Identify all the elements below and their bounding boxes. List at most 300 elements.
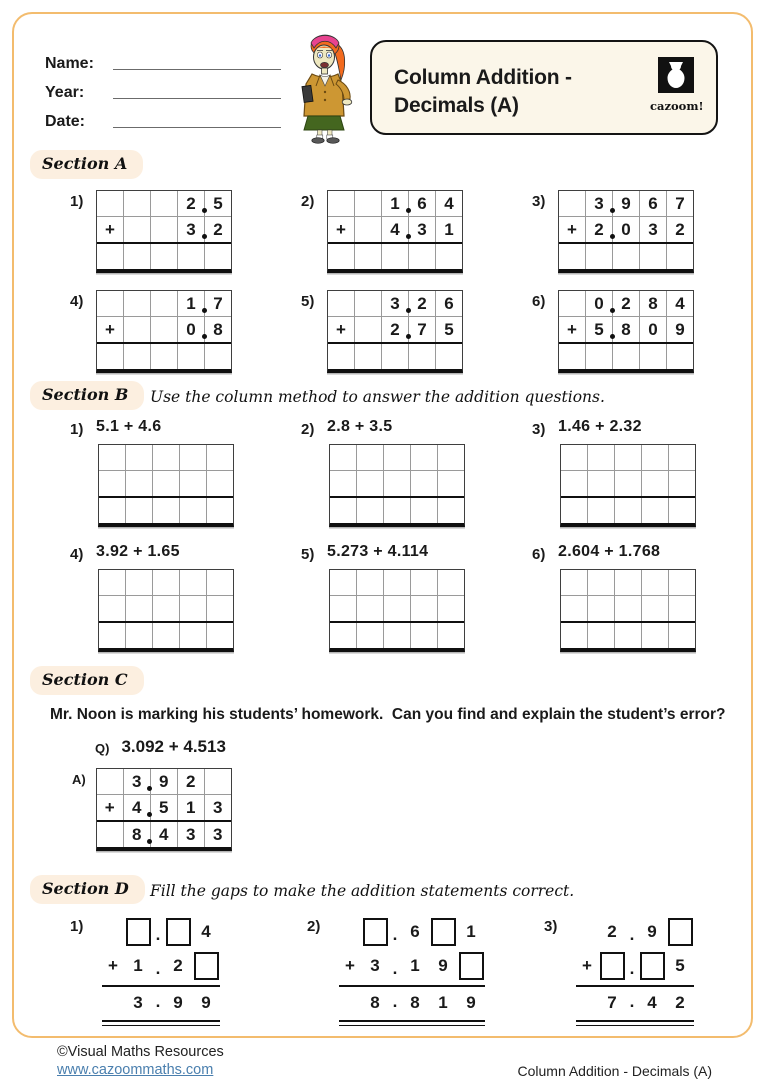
digit-cell: 3 bbox=[381, 291, 408, 316]
digit-cell: 1 bbox=[177, 291, 204, 316]
empty-cell bbox=[125, 498, 152, 523]
answer-label: A) bbox=[72, 772, 86, 787]
section-b-instruction: Use the column method to answer the addition questions. bbox=[150, 388, 605, 406]
empty-cell bbox=[641, 445, 668, 470]
problem-number: 2) bbox=[301, 421, 315, 438]
decimal-point: . bbox=[629, 992, 635, 1011]
digit-cell: 8 bbox=[639, 291, 666, 316]
addend-row bbox=[330, 570, 464, 595]
addend-row bbox=[328, 216, 462, 242]
addend-row bbox=[99, 470, 233, 496]
addend-row bbox=[559, 216, 693, 242]
digit-cell: 5 bbox=[585, 317, 612, 342]
digit: 3 bbox=[133, 993, 143, 1012]
digit-cell: 2 bbox=[177, 769, 204, 794]
empty-cell bbox=[561, 596, 587, 621]
decimal-point bbox=[610, 234, 615, 239]
empty-cell bbox=[559, 291, 585, 316]
digit-cell: 5 bbox=[204, 191, 231, 216]
empty-cell bbox=[179, 445, 206, 470]
empty-cell bbox=[330, 498, 356, 523]
answer-row bbox=[97, 342, 231, 369]
plus-sign: + bbox=[582, 956, 592, 975]
empty-cell bbox=[123, 217, 150, 242]
empty-cell bbox=[614, 498, 641, 523]
website-link[interactable]: www.cazoommaths.com bbox=[57, 1062, 214, 1078]
digit: 2 bbox=[675, 993, 685, 1012]
box-slot bbox=[666, 915, 694, 949]
digit-cell: 8 bbox=[612, 317, 639, 342]
empty-cell bbox=[614, 445, 641, 470]
decimal-point bbox=[406, 334, 411, 339]
addend-row bbox=[559, 191, 693, 216]
section-d-instruction: Fill the gaps to make the addition statements correct. bbox=[150, 882, 575, 900]
digit-cell: 7 bbox=[666, 191, 693, 216]
digit-cell: 3 bbox=[408, 217, 435, 242]
empty-cell bbox=[437, 471, 464, 496]
empty-cell bbox=[587, 623, 614, 648]
problem-heading bbox=[532, 418, 763, 440]
empty-cell bbox=[437, 596, 464, 621]
decimal-point: . bbox=[392, 992, 398, 1011]
addend-row bbox=[97, 291, 231, 316]
digit: 1 bbox=[438, 993, 448, 1012]
digit: 1 bbox=[410, 956, 420, 975]
empty-cell bbox=[204, 244, 231, 269]
problem-number: 1) bbox=[70, 421, 84, 438]
empty-cell bbox=[330, 596, 356, 621]
digit-cell: 2 bbox=[408, 291, 435, 316]
d-addend-row bbox=[576, 915, 694, 949]
problem-heading bbox=[301, 418, 532, 440]
answer-row bbox=[99, 621, 233, 648]
digit-cell: 4 bbox=[150, 822, 177, 847]
empty-cell bbox=[666, 244, 693, 269]
digit: 4 bbox=[201, 922, 211, 941]
spacer bbox=[576, 990, 598, 1016]
answer-row bbox=[559, 342, 693, 369]
addend-row bbox=[328, 316, 462, 342]
plus-sign-cell: + bbox=[336, 220, 346, 239]
digit-cell: 7 bbox=[408, 317, 435, 342]
problem-number: 2) bbox=[307, 918, 321, 935]
addend-row bbox=[559, 316, 693, 342]
addend-row bbox=[99, 595, 233, 621]
section-a-problem bbox=[70, 290, 301, 373]
decimal-point: . bbox=[155, 959, 161, 978]
digit-cell: 4 bbox=[123, 795, 150, 820]
section-c-question-row bbox=[95, 737, 226, 757]
title-line-2: Decimals (A) bbox=[394, 93, 519, 117]
addition-grid bbox=[560, 444, 696, 527]
problem-number: 6) bbox=[532, 293, 546, 310]
empty-cell bbox=[561, 623, 587, 648]
digit: 9 bbox=[647, 922, 657, 941]
addition-grid bbox=[329, 444, 465, 527]
blank-box bbox=[668, 918, 693, 946]
digit: 8 bbox=[370, 993, 380, 1012]
empty-cell bbox=[328, 244, 354, 269]
section-d-problem bbox=[544, 915, 768, 1026]
answer-row bbox=[328, 342, 462, 369]
empty-cell bbox=[99, 623, 125, 648]
section-a-problem bbox=[532, 190, 763, 273]
digit-cell: 2 bbox=[204, 217, 231, 242]
copyright-text: ©Visual Maths Resources bbox=[57, 1044, 224, 1060]
empty-cell bbox=[150, 317, 177, 342]
empty-cell bbox=[641, 623, 668, 648]
sum-line bbox=[339, 985, 485, 987]
empty-cell bbox=[383, 471, 410, 496]
empty-cell bbox=[666, 344, 693, 369]
section-a-label: Section A bbox=[30, 150, 143, 179]
decimal-point: . bbox=[392, 925, 398, 944]
digit: 9 bbox=[466, 993, 476, 1012]
empty-cell bbox=[125, 596, 152, 621]
section-d-problem bbox=[70, 915, 307, 1026]
problem-expression: 3.92 + 1.65 bbox=[96, 543, 180, 560]
footer-worksheet-name: Column Addition - Decimals (A) bbox=[517, 1063, 712, 1079]
spacer bbox=[339, 990, 361, 1016]
digit: 5 bbox=[675, 956, 685, 975]
digit-cell: 3 bbox=[177, 822, 204, 847]
empty-cell bbox=[123, 344, 150, 369]
empty-cell bbox=[354, 291, 381, 316]
empty-cell bbox=[561, 570, 587, 595]
section-a-problem bbox=[70, 190, 301, 273]
problem-working bbox=[576, 915, 694, 1026]
box-slot bbox=[164, 915, 192, 949]
digit-cell: 1 bbox=[435, 217, 462, 242]
empty-cell bbox=[330, 445, 356, 470]
spacer bbox=[576, 915, 598, 949]
digit-cell: 4 bbox=[435, 191, 462, 216]
empty-cell bbox=[123, 317, 150, 342]
empty-cell bbox=[125, 445, 152, 470]
addend-row bbox=[97, 316, 231, 342]
double-underline bbox=[102, 1020, 220, 1026]
answer-row bbox=[99, 496, 233, 523]
decimal-point bbox=[202, 208, 207, 213]
digit-cell: 0 bbox=[612, 217, 639, 242]
empty-cell bbox=[354, 244, 381, 269]
empty-cell bbox=[123, 244, 150, 269]
problem-number: 4) bbox=[70, 546, 84, 563]
digit: 2 bbox=[607, 922, 617, 941]
empty-cell bbox=[410, 623, 437, 648]
digit-cell: 3 bbox=[204, 795, 231, 820]
empty-cell bbox=[587, 596, 614, 621]
empty-cell bbox=[614, 471, 641, 496]
section-b-problem bbox=[70, 418, 301, 528]
empty-cell bbox=[561, 471, 587, 496]
problem-number: 3) bbox=[544, 918, 558, 935]
empty-cell bbox=[410, 445, 437, 470]
empty-cell bbox=[99, 570, 125, 595]
digit: 4 bbox=[647, 993, 657, 1012]
empty-cell bbox=[206, 596, 233, 621]
section-a-problems bbox=[70, 190, 763, 373]
section-a-problem bbox=[301, 190, 532, 273]
decimal-point bbox=[406, 234, 411, 239]
digit-cell: 2 bbox=[666, 217, 693, 242]
decimal-point: . bbox=[629, 925, 635, 944]
empty-cell bbox=[204, 344, 231, 369]
problem-working bbox=[339, 915, 485, 1026]
section-c-answer-row bbox=[72, 768, 232, 852]
name-write-line bbox=[113, 69, 281, 70]
section-c-label: Section C bbox=[30, 666, 144, 695]
digit-cell: 4 bbox=[666, 291, 693, 316]
addend-row bbox=[328, 291, 462, 316]
empty-cell bbox=[97, 244, 123, 269]
worksheet-title bbox=[394, 64, 572, 120]
problem-working bbox=[102, 915, 220, 1026]
addend-row bbox=[561, 470, 695, 496]
empty-cell bbox=[330, 471, 356, 496]
answer-row bbox=[97, 242, 231, 269]
section-c-grid-holder bbox=[96, 768, 232, 852]
empty-cell bbox=[587, 471, 614, 496]
spacer bbox=[102, 915, 124, 949]
problem-number: 1) bbox=[70, 918, 84, 935]
d-addend-row bbox=[102, 915, 220, 949]
digit: 9 bbox=[438, 956, 448, 975]
empty-cell bbox=[383, 623, 410, 648]
addition-grid bbox=[96, 768, 232, 851]
digit-cell: 8 bbox=[204, 317, 231, 342]
empty-cell bbox=[97, 822, 123, 847]
blank-box bbox=[459, 952, 484, 980]
section-c-prompt: Mr. Noon is marking his students’ homework. Can you find and explain the student’s error? bbox=[50, 706, 726, 723]
blank-box bbox=[126, 918, 151, 946]
empty-cell bbox=[123, 191, 150, 216]
empty-cell bbox=[435, 344, 462, 369]
section-b-problem bbox=[301, 543, 532, 653]
cazoom-logo-text: cazoom! bbox=[650, 99, 704, 113]
empty-cell bbox=[328, 191, 354, 216]
empty-cell bbox=[383, 445, 410, 470]
blank-box bbox=[194, 952, 219, 980]
problem-heading bbox=[532, 543, 763, 565]
decimal-point: . bbox=[155, 992, 161, 1011]
empty-cell bbox=[668, 570, 695, 595]
empty-cell bbox=[561, 445, 587, 470]
question-expression: 3.092 + 4.513 bbox=[121, 737, 226, 756]
digit-cell: 0 bbox=[585, 291, 612, 316]
plus-sign-cell: + bbox=[105, 320, 115, 339]
empty-cell bbox=[150, 191, 177, 216]
empty-cell bbox=[328, 344, 354, 369]
empty-cell bbox=[97, 344, 123, 369]
empty-cell bbox=[410, 596, 437, 621]
sum-line bbox=[102, 985, 220, 987]
problem-heading bbox=[70, 543, 301, 565]
box-slot bbox=[429, 915, 457, 949]
digit-cell: 0 bbox=[177, 317, 204, 342]
empty-cell bbox=[668, 445, 695, 470]
date-label: Date: bbox=[45, 113, 86, 130]
empty-cell bbox=[97, 191, 123, 216]
empty-cell bbox=[356, 623, 383, 648]
addition-grid bbox=[327, 190, 463, 273]
empty-cell bbox=[668, 471, 695, 496]
section-b-problem bbox=[532, 418, 763, 528]
answer-row bbox=[561, 621, 695, 648]
plus-sign: + bbox=[108, 956, 118, 975]
empty-cell bbox=[150, 244, 177, 269]
empty-cell bbox=[559, 244, 585, 269]
box-slot bbox=[192, 949, 220, 983]
addition-grid bbox=[558, 290, 694, 373]
empty-cell bbox=[561, 498, 587, 523]
empty-cell bbox=[639, 344, 666, 369]
d-answer-row bbox=[102, 990, 220, 1016]
empty-cell bbox=[668, 623, 695, 648]
empty-cell bbox=[206, 570, 233, 595]
empty-cell bbox=[99, 471, 125, 496]
section-a-problem bbox=[301, 290, 532, 373]
empty-cell bbox=[204, 769, 231, 794]
digit-cell: 9 bbox=[666, 317, 693, 342]
answer-row bbox=[330, 496, 464, 523]
digit-cell: 3 bbox=[204, 822, 231, 847]
digit: 2 bbox=[173, 956, 183, 975]
empty-cell bbox=[641, 596, 668, 621]
empty-cell bbox=[150, 344, 177, 369]
digit-cell: 0 bbox=[639, 317, 666, 342]
addend-row bbox=[561, 445, 695, 470]
empty-cell bbox=[356, 498, 383, 523]
addend-row bbox=[97, 216, 231, 242]
d-addend-row bbox=[339, 949, 485, 983]
empty-cell bbox=[152, 445, 179, 470]
problem-number: 5) bbox=[301, 293, 315, 310]
digit-cell: 3 bbox=[177, 217, 204, 242]
empty-cell bbox=[356, 471, 383, 496]
empty-cell bbox=[152, 596, 179, 621]
decimal-point bbox=[202, 334, 207, 339]
answer-row bbox=[559, 242, 693, 269]
addition-grid bbox=[96, 290, 232, 373]
digit-cell: 5 bbox=[435, 317, 462, 342]
digit-cell: 2 bbox=[612, 291, 639, 316]
empty-cell bbox=[410, 471, 437, 496]
box-slot bbox=[361, 915, 389, 949]
empty-cell bbox=[641, 570, 668, 595]
empty-cell bbox=[587, 498, 614, 523]
decimal-point bbox=[610, 334, 615, 339]
year-write-line bbox=[113, 98, 281, 99]
empty-cell bbox=[437, 623, 464, 648]
digit: 6 bbox=[410, 922, 420, 941]
problem-number: 6) bbox=[532, 546, 546, 563]
empty-cell bbox=[179, 596, 206, 621]
empty-cell bbox=[356, 445, 383, 470]
spacer bbox=[339, 915, 361, 949]
d-addend-row bbox=[576, 949, 694, 983]
decimal-point bbox=[202, 234, 207, 239]
empty-cell bbox=[559, 191, 585, 216]
empty-cell bbox=[383, 498, 410, 523]
problem-expression: 5.1 + 4.6 bbox=[96, 418, 162, 435]
answer-row bbox=[330, 621, 464, 648]
addition-grid bbox=[327, 290, 463, 373]
empty-cell bbox=[97, 769, 123, 794]
digit-cell: 3 bbox=[639, 217, 666, 242]
digit-cell: 6 bbox=[639, 191, 666, 216]
plus-sign: + bbox=[345, 956, 355, 975]
digit: 3 bbox=[370, 956, 380, 975]
addition-grid bbox=[98, 569, 234, 652]
addition-grid bbox=[560, 569, 696, 652]
problem-number: 1) bbox=[70, 193, 84, 210]
cazoom-drum-icon bbox=[658, 57, 694, 93]
empty-cell bbox=[410, 498, 437, 523]
addition-grid bbox=[329, 569, 465, 652]
question-label: Q) bbox=[95, 741, 110, 756]
digit-cell: 2 bbox=[177, 191, 204, 216]
empty-cell bbox=[383, 570, 410, 595]
plus-sign-cell: + bbox=[105, 220, 115, 239]
empty-cell bbox=[150, 291, 177, 316]
digit-cell: 9 bbox=[612, 191, 639, 216]
addend-row bbox=[559, 291, 693, 316]
empty-cell bbox=[668, 498, 695, 523]
addend-row bbox=[330, 470, 464, 496]
digit-cell: 7 bbox=[204, 291, 231, 316]
problem-expression: 1.46 + 2.32 bbox=[558, 418, 642, 435]
empty-cell bbox=[381, 244, 408, 269]
cazoom-logo bbox=[650, 57, 702, 113]
addend-row bbox=[328, 191, 462, 216]
addition-grid bbox=[96, 190, 232, 273]
empty-cell bbox=[437, 445, 464, 470]
digit: 7 bbox=[607, 993, 617, 1012]
addition-grid bbox=[98, 444, 234, 527]
empty-cell bbox=[354, 191, 381, 216]
empty-cell bbox=[123, 291, 150, 316]
digit-cell: 1 bbox=[381, 191, 408, 216]
empty-cell bbox=[179, 498, 206, 523]
digit: 9 bbox=[201, 993, 211, 1012]
plus-sign-cell: + bbox=[567, 320, 577, 339]
empty-cell bbox=[585, 344, 612, 369]
empty-cell bbox=[99, 445, 125, 470]
blank-box bbox=[363, 918, 388, 946]
empty-cell bbox=[206, 445, 233, 470]
answer-row bbox=[328, 242, 462, 269]
empty-cell bbox=[614, 623, 641, 648]
empty-cell bbox=[354, 217, 381, 242]
d-answer-row bbox=[339, 990, 485, 1016]
name-field-row bbox=[45, 44, 281, 73]
empty-cell bbox=[177, 344, 204, 369]
decimal-point bbox=[202, 308, 207, 313]
digit-cell: 1 bbox=[177, 795, 204, 820]
decimal-point: . bbox=[155, 925, 161, 944]
empty-cell bbox=[125, 570, 152, 595]
empty-cell bbox=[383, 596, 410, 621]
digit-cell: 4 bbox=[381, 217, 408, 242]
year-field-row bbox=[45, 73, 281, 102]
section-a-problem bbox=[532, 290, 763, 373]
digit-cell: 8 bbox=[123, 822, 150, 847]
sum-line bbox=[576, 985, 694, 987]
empty-cell bbox=[206, 623, 233, 648]
date-write-line bbox=[113, 127, 281, 128]
digit-cell: 5 bbox=[150, 795, 177, 820]
